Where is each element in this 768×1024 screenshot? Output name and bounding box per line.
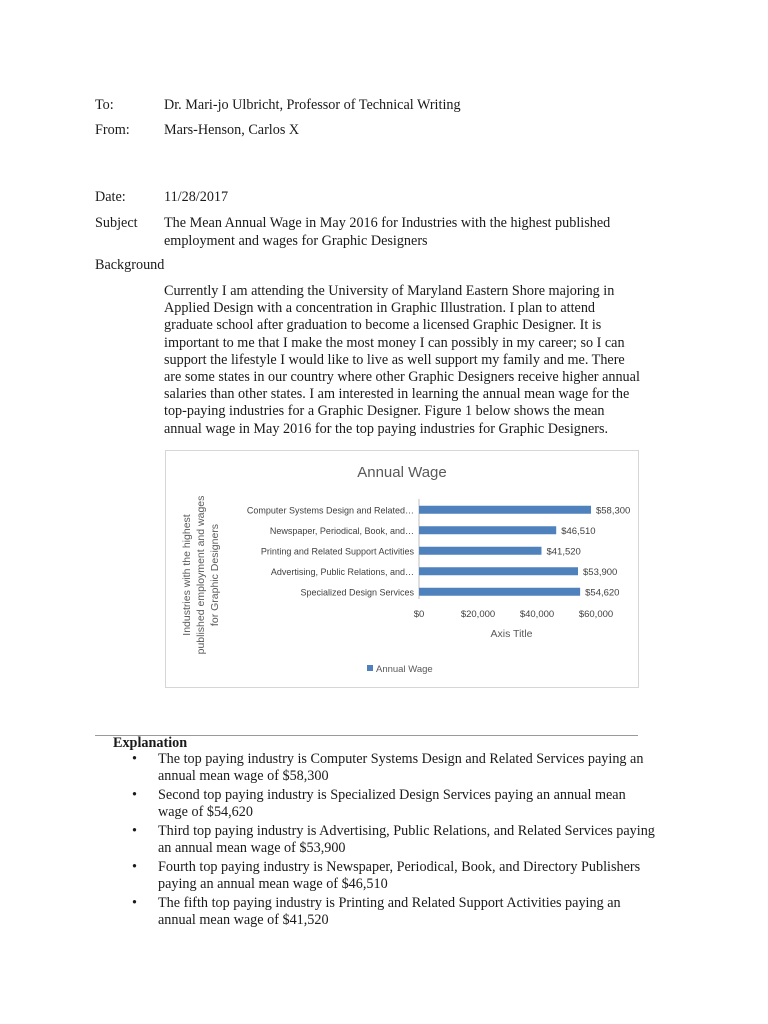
list-item: • The fifth top paying industry is Printing and Related Support Activities paying an annual mean wage of $41,520 xyxy=(113,895,658,929)
chart-title: Annual Wage xyxy=(357,464,447,481)
bar xyxy=(419,588,580,596)
list-item: • Fourth top paying industry is Newspaper, Periodical, Book, and Directory Publishers paying an annual mean wage of $46,510 xyxy=(113,859,658,893)
legend-swatch xyxy=(367,665,373,671)
bar xyxy=(419,567,578,575)
y-axis-title: published employment and wages xyxy=(195,495,207,655)
category-label: Newspaper, Periodical, Book, and… xyxy=(269,525,414,536)
category-label: Advertising, Public Relations, and… xyxy=(270,566,414,577)
memo-subject-label: Subject xyxy=(95,215,138,231)
list-item: • Second top paying industry is Specialized Design Services paying an annual mean wage of $54,620 xyxy=(113,787,658,821)
bar xyxy=(419,547,541,555)
memo-from-value: Mars-Henson, Carlos X xyxy=(164,122,300,138)
x-tick-label: $0 xyxy=(413,609,425,620)
memo-to-label: To: xyxy=(95,97,114,113)
data-label: $46,510 xyxy=(561,525,596,537)
chart-svg xyxy=(166,451,638,687)
x-tick-label: $40,000 xyxy=(519,609,555,620)
category-label: Printing and Related Support Activities xyxy=(260,546,414,557)
annual-wage-chart xyxy=(165,450,639,688)
list-item: • Third top paying industry is Advertising, Public Relations, and Related Services paying an annual mean wage of $53,900 xyxy=(113,823,658,857)
x-tick-label: $60,000 xyxy=(578,609,614,620)
bar xyxy=(419,526,556,534)
list-item: • The top paying industry is Computer Systems Design and Related Services paying an annual mean wage of $58,300 xyxy=(113,751,658,785)
background-label: Background xyxy=(95,257,165,273)
memo-date-label: Date: xyxy=(95,189,126,205)
explanation-heading: Explanation xyxy=(113,735,188,751)
category-label: Computer Systems Design and Related… xyxy=(246,505,414,516)
data-label: $58,300 xyxy=(595,505,631,517)
data-label: $54,620 xyxy=(585,587,620,599)
y-axis-title: for Graphic Designers xyxy=(209,523,221,627)
x-tick-label: $20,000 xyxy=(460,609,496,620)
memo-date-value: 11/28/2017 xyxy=(164,189,229,205)
background-paragraph: Currently I am attending the University of Maryland Eastern Shore majoring in Applied Design with a concentration in Graphic Illustration. I plan to attend graduate school after graduation to become a licensed Graphic Designer. It is important to me that I make the most money I can possibly in my career; so I can support the lifestyle I would like to live as well support my family and me. There are some states in our country where other Graphic Designers receive higher annual salaries than other states. I am interested in learning the annual mean wage for the top-paying industries for a Graphic Designer. Figure 1 below shows the mean annual wage in May 2016 for the top paying industries for Graphic Designers. xyxy=(164,283,640,437)
explanation-list xyxy=(113,751,658,931)
y-axis-title: Industries with the highest xyxy=(181,514,193,636)
memo-subject-value: The Mean Annual Wage in May 2016 for Industries with the highest published employment and wages for Graphic Designers xyxy=(164,215,611,249)
bar xyxy=(419,506,591,514)
x-axis-title: Axis Title xyxy=(490,628,533,640)
category-label: Specialized Design Services xyxy=(300,587,414,598)
legend-label: Annual Wage xyxy=(376,664,433,675)
data-label: $53,900 xyxy=(583,566,618,578)
data-label: $41,520 xyxy=(546,546,581,558)
memo-from-label: From: xyxy=(95,122,130,138)
memo-to-value: Dr. Mari-jo Ulbricht, Professor of Technical Writing xyxy=(164,97,461,113)
